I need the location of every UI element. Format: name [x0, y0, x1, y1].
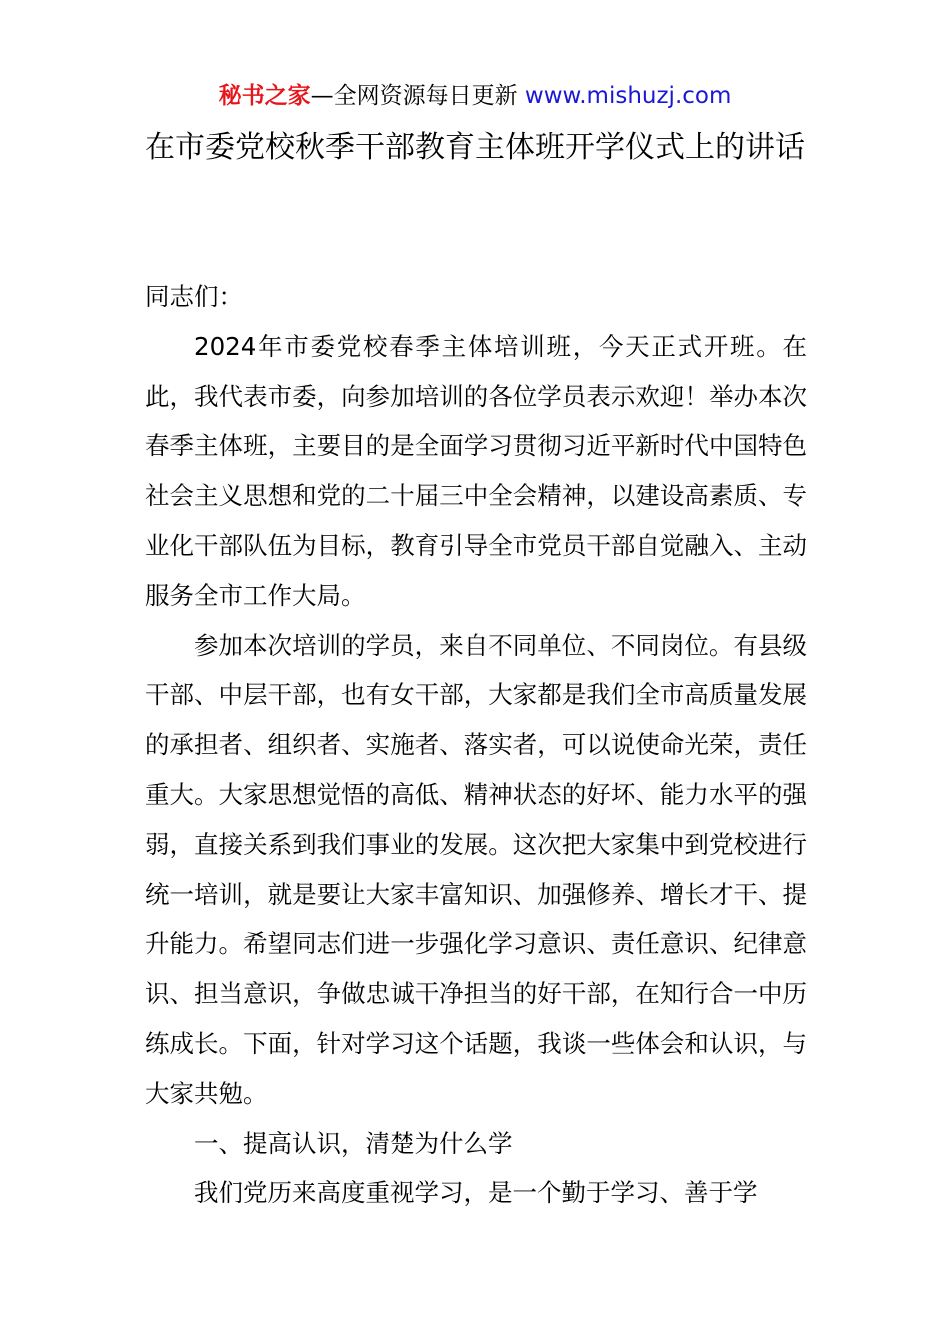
salutation: 同志们： [145, 282, 243, 311]
paragraph-1: 2024年市委党校春季主体培训班，今天正式开班。在此，我代表市委，向参加培训的各位学员表示欢迎！举办本次春季主体班，主要目的是全面学习贯彻习近平新时代中国特色社会主义思想和党的二十届三中全会精神，以建设高素质、专业化干部队伍为目标，教育引导全市党员干部自觉融入、主动服务全市工作大局。 [145, 331, 807, 610]
site-header [0, 78, 950, 114]
document-title: 在市委党校秋季干部教育主体班开学仪式上的讲话 [145, 130, 805, 165]
brand-name: 秘书之家 [218, 83, 311, 109]
paragraph-3: 我们党历来高度重视学习，是一个勤于学习、善于学 [194, 1178, 758, 1208]
section-heading-1: 一、提高认识，清楚为什么学 [194, 1128, 513, 1158]
document-body [145, 272, 807, 1218]
header-tagline: —全网资源每日更新 [310, 83, 518, 109]
site-url-link[interactable]: www.mishuzj.com [524, 83, 732, 109]
paragraph-2: 参加本次培训的学员，来自不同单位、不同岗位。有县级干部、中层干部，也有女干部，大家都是我们全市高质量发展的承担者、组织者、实施者、落实者，可以说使命光荣，责任重大。大家思想觉悟的高低、精神状态的好坏、能力水平的强弱，直接关系到我们事业的发展。这次把大家集中到党校进行统一培训，就是要让大家丰富知识、加强修养、增长才干、提升能力。希望同志们进一步强化学习意识、责任意识、纪律意识、担当意识，争做忠诚干净担当的好干部，在知行合一中历练成长。下面，针对学习这个话题，我谈一些体会和认识，与大家共勉。 [145, 630, 807, 1108]
